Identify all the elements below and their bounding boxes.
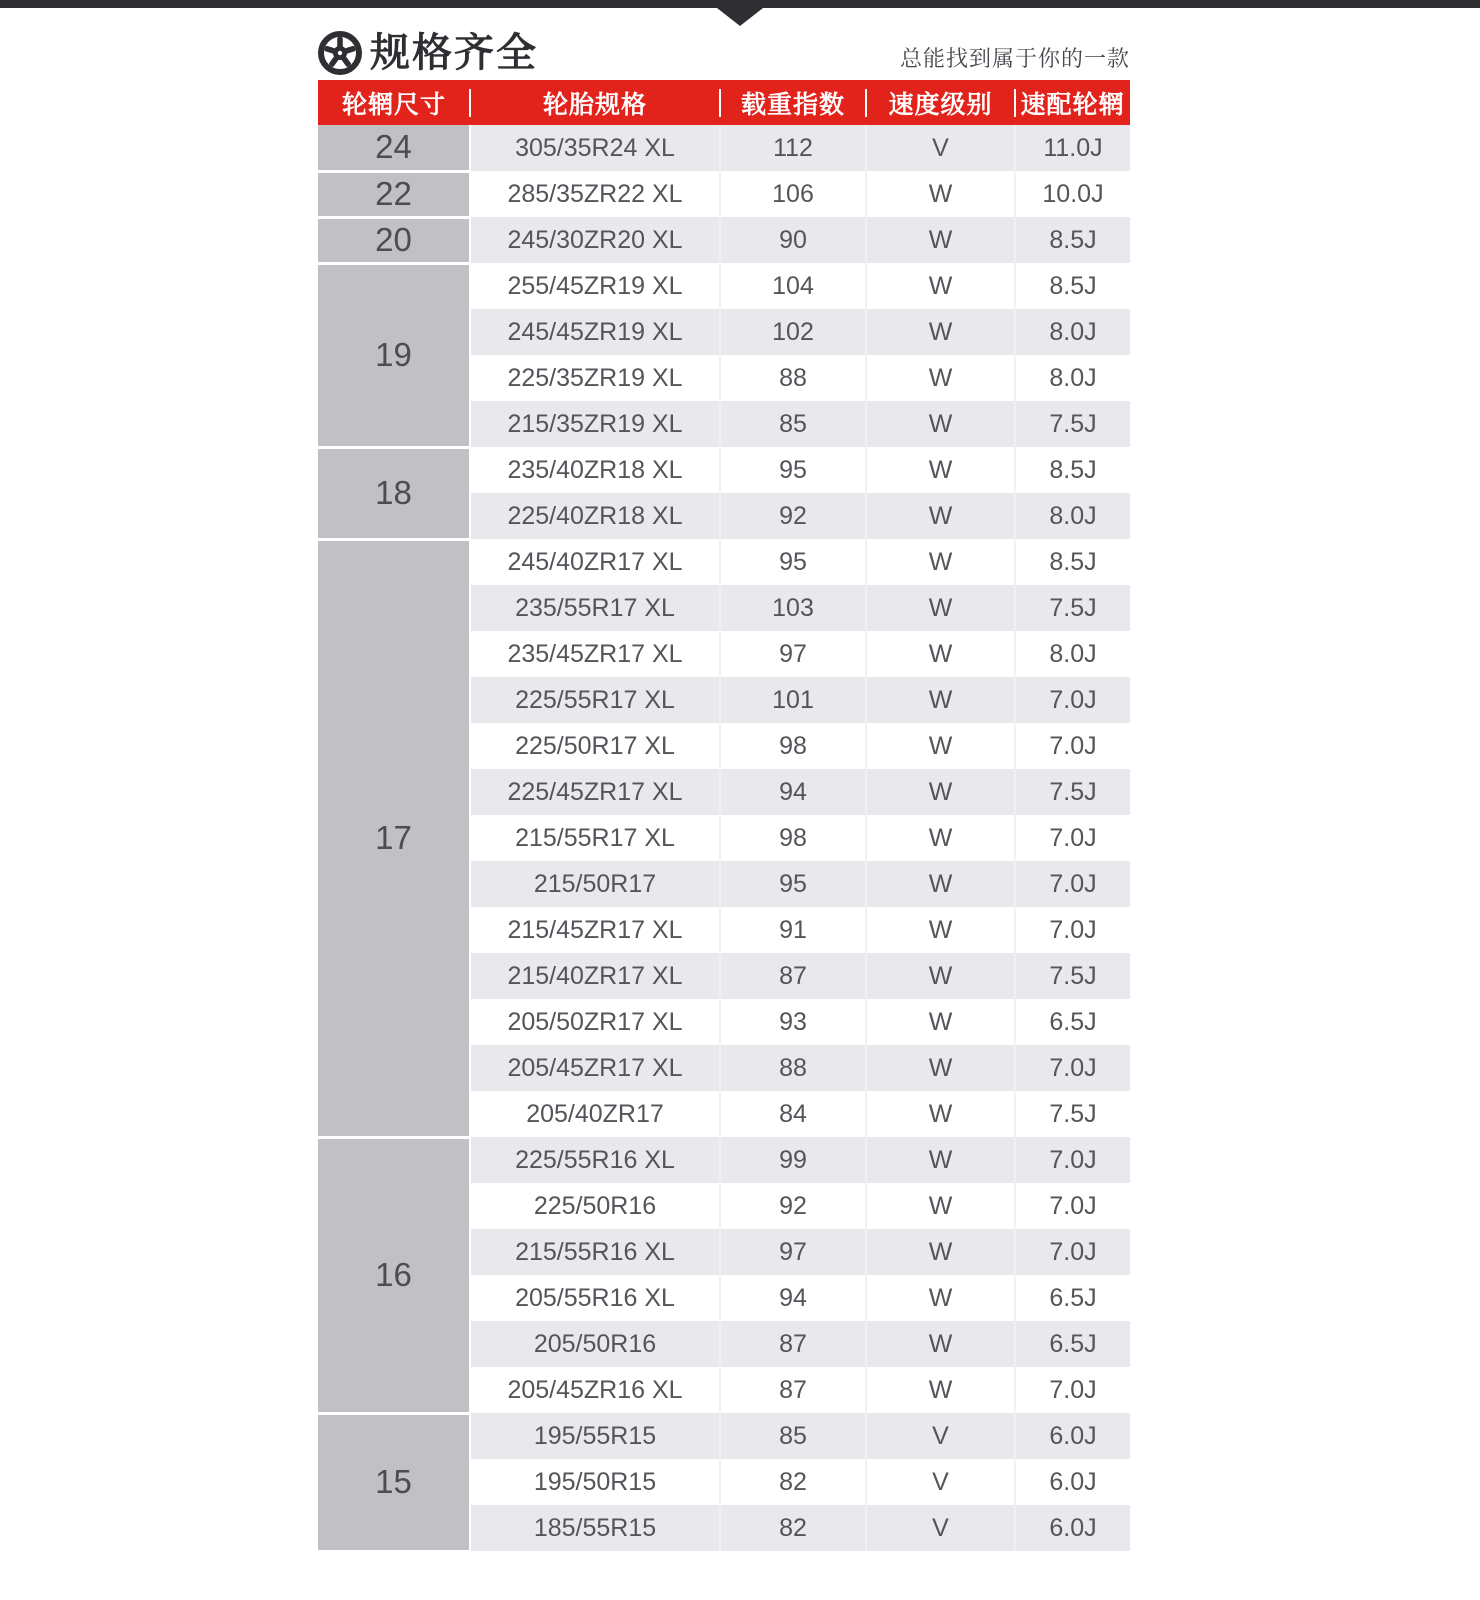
speed-rating-cell: W <box>866 1045 1015 1091</box>
section-title-wrap <box>318 31 538 75</box>
matching-rim-cell: 7.0J <box>1015 677 1130 723</box>
load-index-cell: 101 <box>720 677 866 723</box>
speed-rating-cell: W <box>866 1229 1015 1275</box>
table-row <box>318 447 1130 493</box>
page-title: 规格齐全 <box>370 31 538 75</box>
tire-spec-table <box>318 80 1130 1553</box>
speed-rating-cell: V <box>866 125 1015 171</box>
matching-rim-cell: 7.5J <box>1015 585 1130 631</box>
table-row <box>318 1137 1130 1183</box>
load-index-cell: 93 <box>720 999 866 1045</box>
tire-spec-cell: 205/40ZR17 <box>470 1091 720 1137</box>
table-body <box>318 125 1130 1551</box>
load-index-cell: 98 <box>720 723 866 769</box>
matching-rim-cell: 6.0J <box>1015 1505 1130 1551</box>
speed-rating-cell: W <box>866 907 1015 953</box>
tire-spec-cell: 215/35ZR19 XL <box>470 401 720 447</box>
col-header-matching-rim: 速配轮辋 <box>1015 80 1130 125</box>
speed-rating-cell: W <box>866 1183 1015 1229</box>
matching-rim-cell: 7.0J <box>1015 907 1130 953</box>
load-index-cell: 112 <box>720 125 866 171</box>
matching-rim-cell: 6.5J <box>1015 1275 1130 1321</box>
table-row <box>318 1413 1130 1459</box>
matching-rim-cell: 8.5J <box>1015 217 1130 263</box>
matching-rim-cell: 7.5J <box>1015 401 1130 447</box>
load-index-cell: 98 <box>720 815 866 861</box>
page-subtitle: 总能找到属于你的一款 <box>899 45 1130 71</box>
matching-rim-cell: 11.0J <box>1015 125 1130 171</box>
tire-spec-cell: 285/35ZR22 XL <box>470 171 720 217</box>
load-index-cell: 88 <box>720 355 866 401</box>
matching-rim-cell: 8.0J <box>1015 493 1130 539</box>
speed-rating-cell: V <box>866 1505 1015 1551</box>
tire-spec-cell: 215/45ZR17 XL <box>470 907 720 953</box>
matching-rim-cell: 7.5J <box>1015 1091 1130 1137</box>
tire-spec-cell: 245/30ZR20 XL <box>470 217 720 263</box>
table-row <box>318 171 1130 217</box>
load-index-cell: 103 <box>720 585 866 631</box>
speed-rating-cell: W <box>866 447 1015 493</box>
matching-rim-cell: 7.0J <box>1015 723 1130 769</box>
matching-rim-cell: 7.0J <box>1015 1045 1130 1091</box>
load-index-cell: 102 <box>720 309 866 355</box>
matching-rim-cell: 6.5J <box>1015 1321 1130 1367</box>
matching-rim-cell: 8.5J <box>1015 263 1130 309</box>
table-row <box>318 263 1130 309</box>
speed-rating-cell: W <box>866 861 1015 907</box>
rim-size-cell: 17 <box>318 539 470 1137</box>
speed-rating-cell: W <box>866 1275 1015 1321</box>
load-index-cell: 85 <box>720 401 866 447</box>
rim-size-cell: 20 <box>318 217 470 263</box>
speed-rating-cell: W <box>866 677 1015 723</box>
col-header-load-index: 载重指数 <box>720 80 866 125</box>
speed-rating-cell: W <box>866 631 1015 677</box>
load-index-cell: 88 <box>720 1045 866 1091</box>
load-index-cell: 87 <box>720 1367 866 1413</box>
matching-rim-cell: 8.0J <box>1015 309 1130 355</box>
matching-rim-cell: 6.0J <box>1015 1413 1130 1459</box>
speed-rating-cell: W <box>866 999 1015 1045</box>
speed-rating-cell: W <box>866 263 1015 309</box>
load-index-cell: 84 <box>720 1091 866 1137</box>
speed-rating-cell: W <box>866 585 1015 631</box>
tire-spec-cell: 255/45ZR19 XL <box>470 263 720 309</box>
tire-spec-cell: 215/55R17 XL <box>470 815 720 861</box>
matching-rim-cell: 7.0J <box>1015 1183 1130 1229</box>
matching-rim-cell: 7.0J <box>1015 1137 1130 1183</box>
tire-spec-cell: 225/55R16 XL <box>470 1137 720 1183</box>
matching-rim-cell: 7.5J <box>1015 953 1130 999</box>
load-index-cell: 94 <box>720 1275 866 1321</box>
speed-rating-cell: W <box>866 1367 1015 1413</box>
section-header <box>318 28 1130 75</box>
tire-spec-cell: 245/45ZR19 XL <box>470 309 720 355</box>
tire-spec-cell: 215/40ZR17 XL <box>470 953 720 999</box>
tire-spec-cell: 205/50ZR17 XL <box>470 999 720 1045</box>
matching-rim-cell: 8.0J <box>1015 631 1130 677</box>
tire-spec-cell: 195/55R15 <box>470 1413 720 1459</box>
load-index-cell: 82 <box>720 1505 866 1551</box>
tire-spec-cell: 185/55R15 <box>470 1505 720 1551</box>
load-index-cell: 95 <box>720 539 866 585</box>
tire-spec-cell: 195/50R15 <box>470 1459 720 1505</box>
load-index-cell: 97 <box>720 631 866 677</box>
tire-spec-cell: 225/35ZR19 XL <box>470 355 720 401</box>
table-row <box>318 539 1130 585</box>
rim-size-cell: 24 <box>318 125 470 171</box>
load-index-cell: 95 <box>720 861 866 907</box>
table-row <box>318 125 1130 171</box>
spec-section <box>318 28 1130 1553</box>
speed-rating-cell: W <box>866 401 1015 447</box>
col-header-rim-size: 轮辋尺寸 <box>318 80 470 125</box>
notch-down-arrow-icon <box>717 8 763 26</box>
matching-rim-cell: 8.5J <box>1015 447 1130 493</box>
tire-spec-cell: 225/50R17 XL <box>470 723 720 769</box>
tire-spec-cell: 225/40ZR18 XL <box>470 493 720 539</box>
load-index-cell: 104 <box>720 263 866 309</box>
speed-rating-cell: W <box>866 723 1015 769</box>
tire-spec-cell: 205/50R16 <box>470 1321 720 1367</box>
wheel-icon <box>318 31 362 75</box>
rim-size-cell: 19 <box>318 263 470 447</box>
tire-spec-cell: 225/50R16 <box>470 1183 720 1229</box>
col-header-speed-rating: 速度级别 <box>866 80 1015 125</box>
load-index-cell: 85 <box>720 1413 866 1459</box>
load-index-cell: 87 <box>720 1321 866 1367</box>
matching-rim-cell: 7.0J <box>1015 1367 1130 1413</box>
tire-spec-cell: 205/45ZR16 XL <box>470 1367 720 1413</box>
load-index-cell: 95 <box>720 447 866 493</box>
col-header-tire-spec: 轮胎规格 <box>470 80 720 125</box>
table-row <box>318 217 1130 263</box>
matching-rim-cell: 8.5J <box>1015 539 1130 585</box>
matching-rim-cell: 7.0J <box>1015 1229 1130 1275</box>
tire-spec-cell: 235/40ZR18 XL <box>470 447 720 493</box>
speed-rating-cell: W <box>866 953 1015 999</box>
tire-spec-cell: 245/40ZR17 XL <box>470 539 720 585</box>
load-index-cell: 92 <box>720 493 866 539</box>
matching-rim-cell: 7.5J <box>1015 769 1130 815</box>
load-index-cell: 87 <box>720 953 866 999</box>
speed-rating-cell: W <box>866 1137 1015 1183</box>
load-index-cell: 92 <box>720 1183 866 1229</box>
top-accent-bar <box>0 0 1480 8</box>
tire-spec-cell: 205/45ZR17 XL <box>470 1045 720 1091</box>
tire-spec-cell: 205/55R16 XL <box>470 1275 720 1321</box>
tire-spec-cell: 305/35R24 XL <box>470 125 720 171</box>
rim-size-cell: 16 <box>318 1137 470 1413</box>
speed-rating-cell: W <box>866 1321 1015 1367</box>
load-index-cell: 82 <box>720 1459 866 1505</box>
load-index-cell: 90 <box>720 217 866 263</box>
speed-rating-cell: W <box>866 539 1015 585</box>
load-index-cell: 94 <box>720 769 866 815</box>
matching-rim-cell: 10.0J <box>1015 171 1130 217</box>
matching-rim-cell: 7.0J <box>1015 861 1130 907</box>
rim-size-cell: 15 <box>318 1413 470 1551</box>
tire-spec-cell: 225/55R17 XL <box>470 677 720 723</box>
load-index-cell: 99 <box>720 1137 866 1183</box>
speed-rating-cell: W <box>866 217 1015 263</box>
speed-rating-cell: W <box>866 171 1015 217</box>
speed-rating-cell: V <box>866 1459 1015 1505</box>
speed-rating-cell: V <box>866 1413 1015 1459</box>
tire-spec-cell: 225/45ZR17 XL <box>470 769 720 815</box>
matching-rim-cell: 6.5J <box>1015 999 1130 1045</box>
table-header <box>318 80 1130 125</box>
speed-rating-cell: W <box>866 1091 1015 1137</box>
matching-rim-cell: 8.0J <box>1015 355 1130 401</box>
matching-rim-cell: 7.0J <box>1015 815 1130 861</box>
tire-spec-cell: 215/50R17 <box>470 861 720 907</box>
matching-rim-cell: 6.0J <box>1015 1459 1130 1505</box>
load-index-cell: 106 <box>720 171 866 217</box>
load-index-cell: 97 <box>720 1229 866 1275</box>
tire-spec-cell: 215/55R16 XL <box>470 1229 720 1275</box>
rim-size-cell: 22 <box>318 171 470 217</box>
tire-spec-cell: 235/45ZR17 XL <box>470 631 720 677</box>
speed-rating-cell: W <box>866 769 1015 815</box>
tire-spec-cell: 235/55R17 XL <box>470 585 720 631</box>
speed-rating-cell: W <box>866 355 1015 401</box>
speed-rating-cell: W <box>866 493 1015 539</box>
load-index-cell: 91 <box>720 907 866 953</box>
rim-size-cell: 18 <box>318 447 470 539</box>
speed-rating-cell: W <box>866 309 1015 355</box>
speed-rating-cell: W <box>866 815 1015 861</box>
